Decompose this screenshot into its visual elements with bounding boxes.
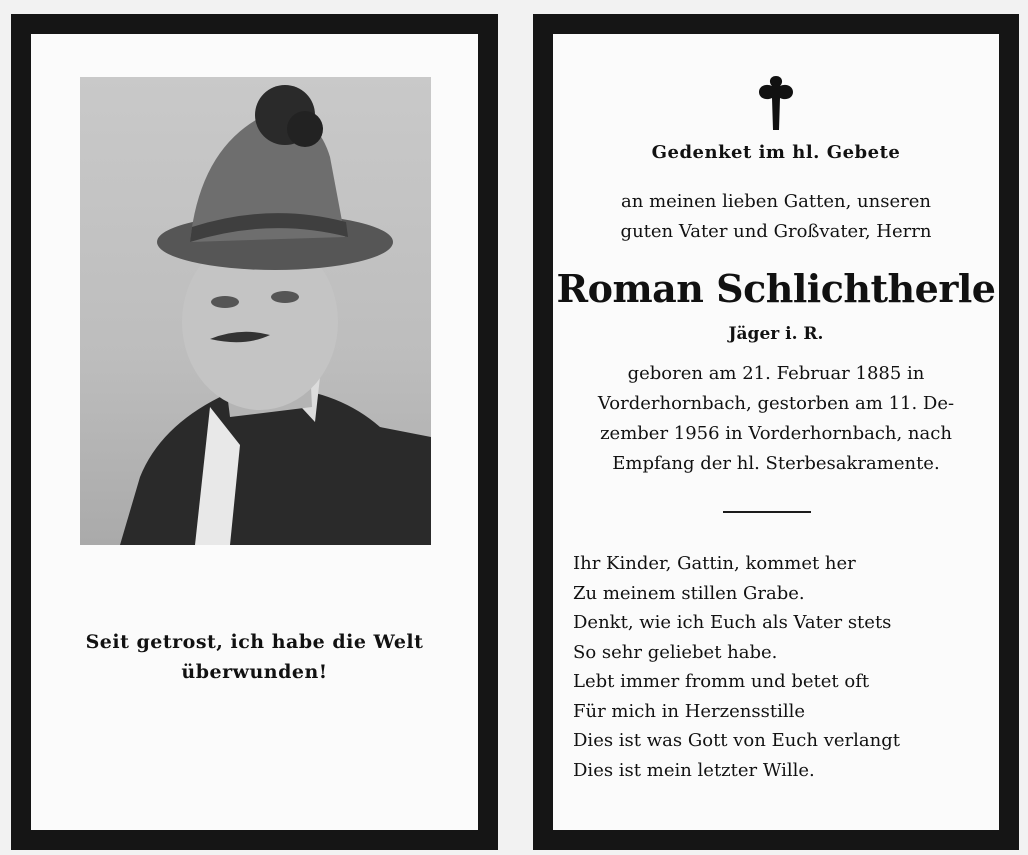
poem-line: Lebt immer fromm und betet oft bbox=[573, 671, 870, 692]
poem-text bbox=[573, 549, 900, 785]
bio-line: Empfang der hl. Sterbesakramente. bbox=[612, 453, 940, 474]
left-card bbox=[11, 14, 498, 850]
right-card bbox=[533, 14, 1019, 850]
deceased-name: Roman Schlichtherle bbox=[556, 266, 996, 311]
intro-line: guten Vater und Großvater, Herrn bbox=[620, 221, 932, 242]
biography-text bbox=[553, 359, 999, 479]
intro-text bbox=[553, 187, 999, 247]
poem-line: Ihr Kinder, Gattin, kommet her bbox=[573, 553, 856, 574]
poem-line: So sehr geliebet habe. bbox=[573, 641, 778, 663]
poem-line: Dies ist mein letzter Wille. bbox=[573, 759, 815, 781]
motto-line: Seit getrost, ich habe die Welt bbox=[85, 631, 424, 653]
intro-line: an meinen lieben Gatten, unseren bbox=[621, 191, 931, 212]
divider-line bbox=[723, 511, 811, 513]
prayer-heading: Gedenket im hl. Gebete bbox=[651, 142, 901, 163]
motto-text bbox=[31, 627, 478, 687]
bio-line: geboren am 21. Februar 1885 in bbox=[627, 363, 925, 384]
bio-line: Vorderhornbach, gestorben am 11. De- bbox=[597, 393, 955, 414]
portrait-photo bbox=[80, 77, 431, 545]
poem-line: Dies ist was Gott von Euch verlangt bbox=[573, 730, 900, 751]
bio-line: zember 1956 in Vorderhornbach, nach bbox=[600, 423, 952, 444]
deceased-title: Jäger i. R. bbox=[728, 324, 824, 344]
cross-icon bbox=[553, 74, 999, 136]
poem-line: Denkt, wie ich Euch als Vater stets bbox=[573, 612, 892, 633]
poem-line: Zu meinem stillen Grabe. bbox=[573, 582, 805, 604]
poem-line: Für mich in Herzensstille bbox=[573, 700, 806, 722]
motto-line: überwunden! bbox=[181, 661, 328, 683]
